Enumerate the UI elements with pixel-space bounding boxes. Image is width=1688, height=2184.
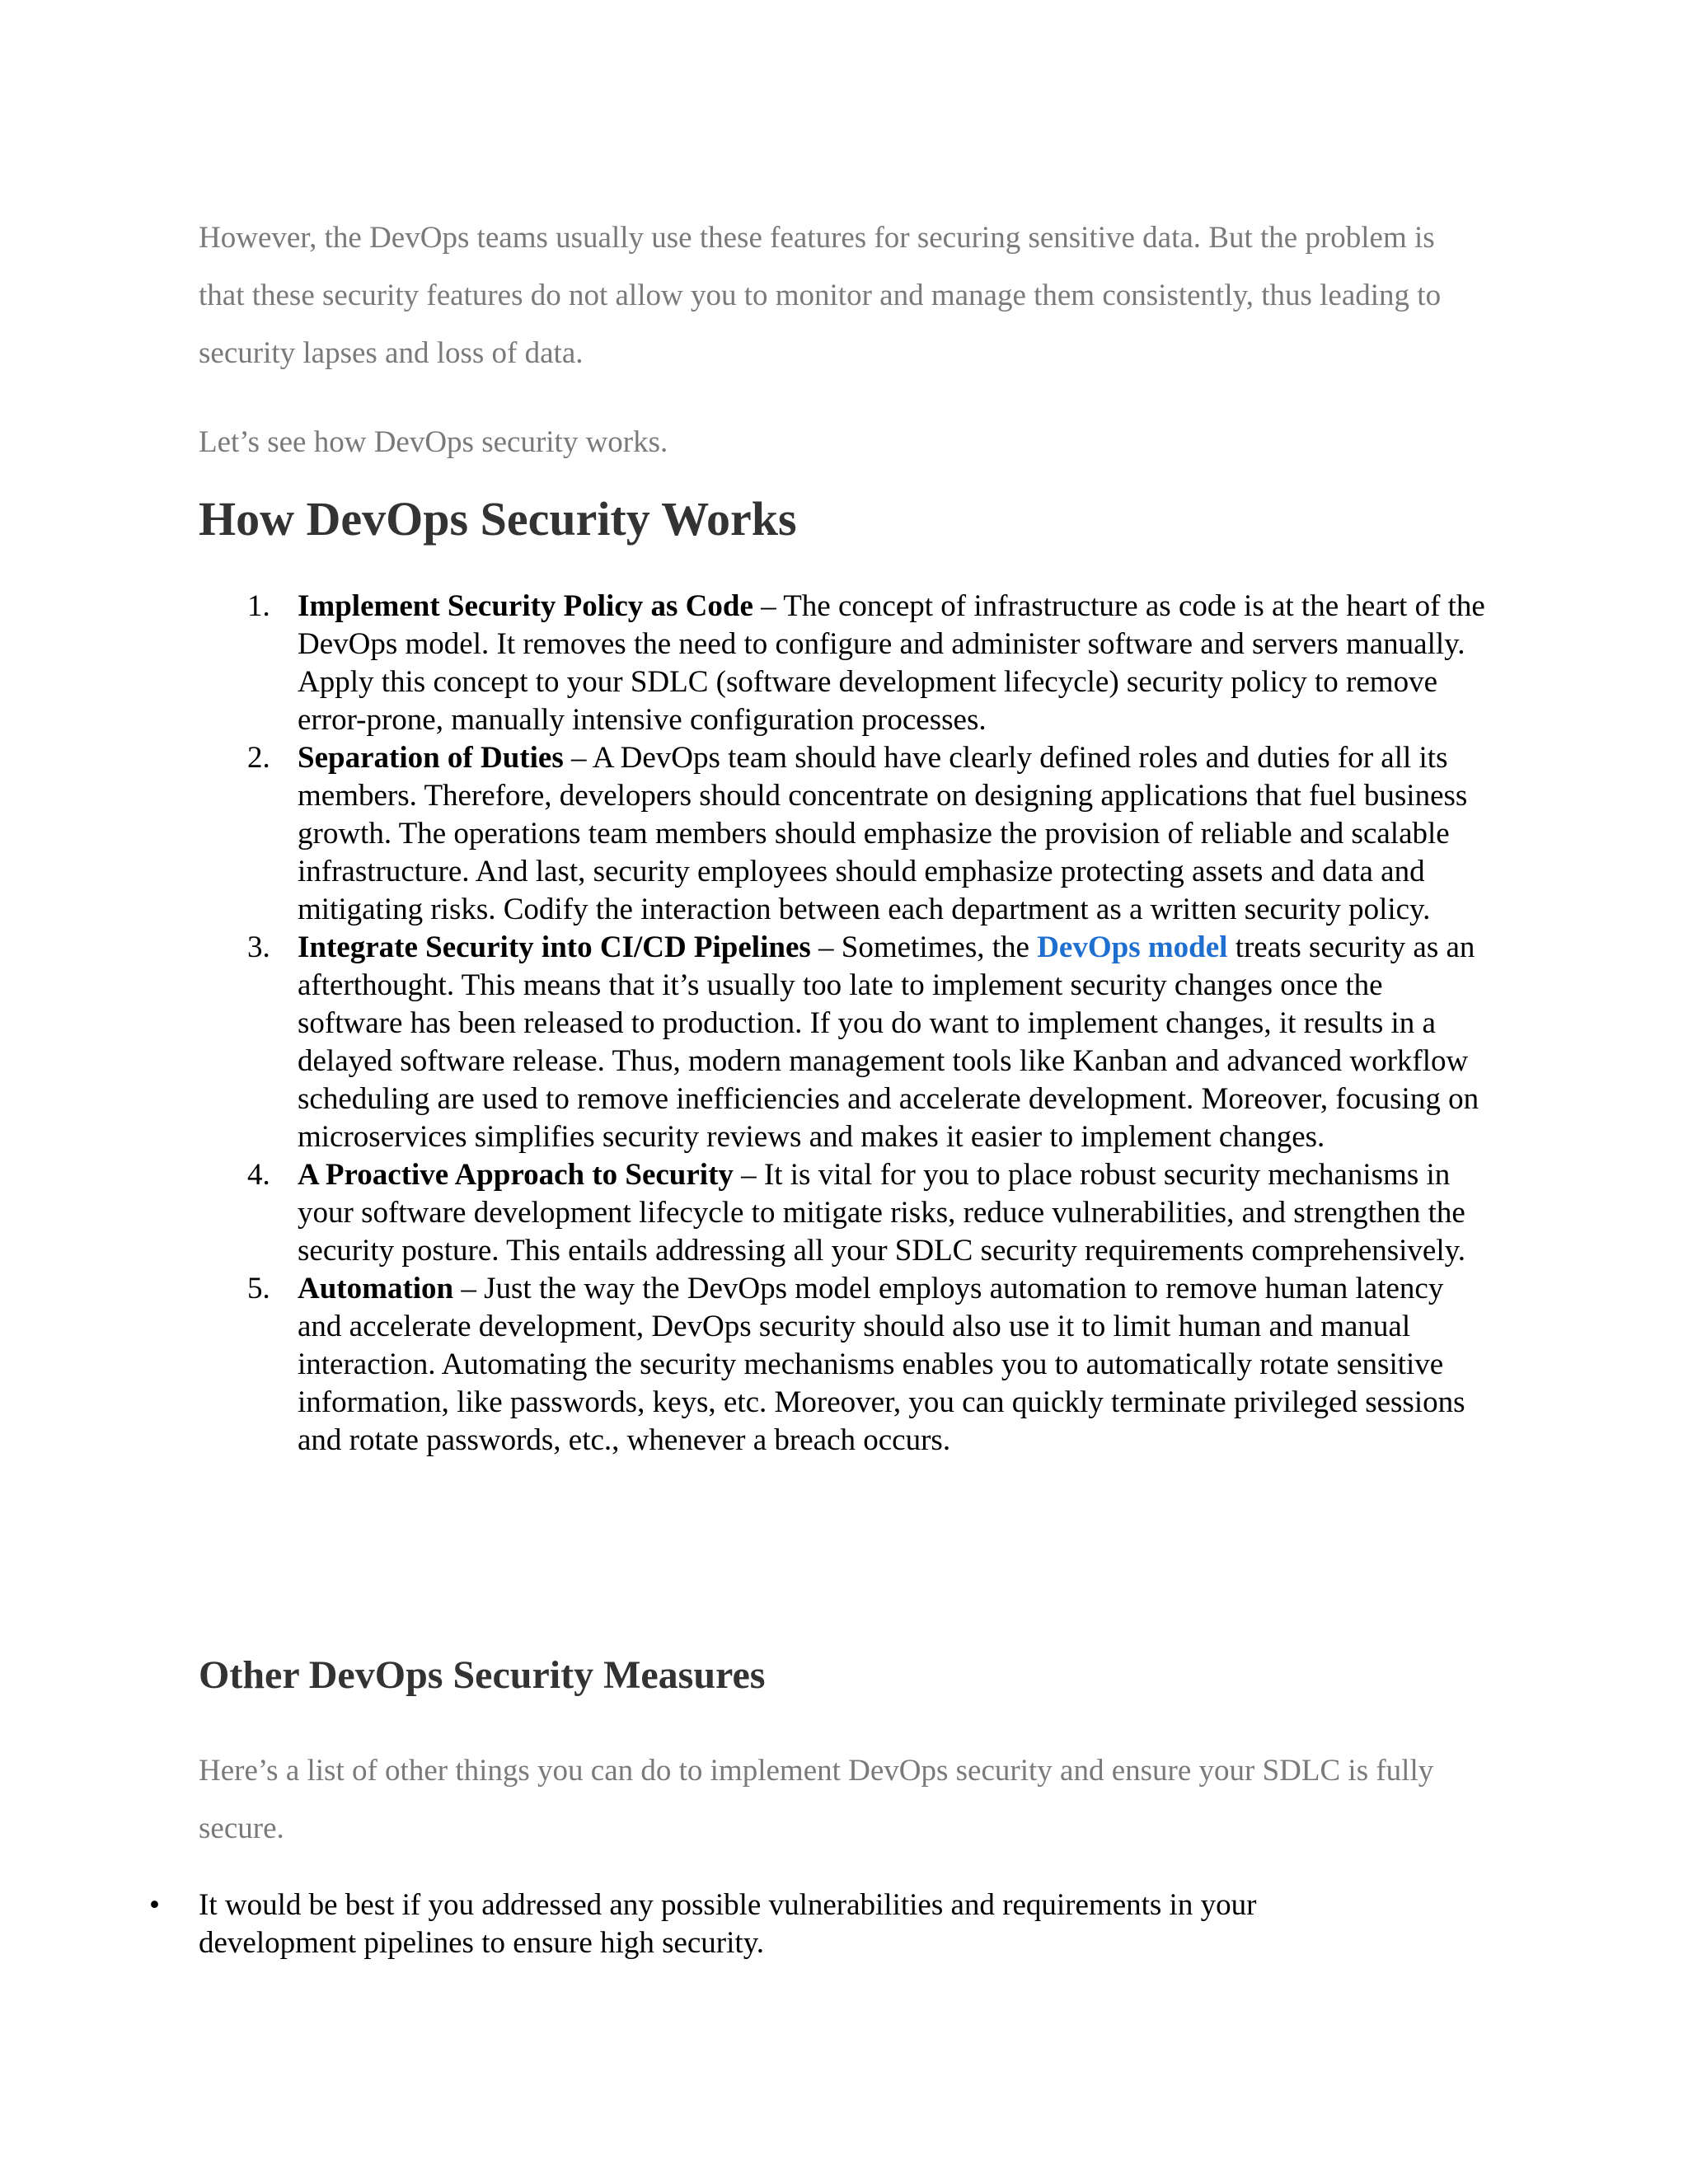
bullet-text: It would be best if you addressed any possible vulnerabilities and requirements in your development pipelines to ensure high security. [199,1888,1257,1960]
list-item-number: 3. [247,930,270,964]
list-item-number: 4. [247,1158,270,1192]
list-item [0,588,1688,739]
list-item-text: – Sometimes, the [810,930,1038,964]
other-measures-intro-paragraph: Here’s a list of other things you can do to implement DevOps security and ensure your SDLC is fully secure. [199,1754,1434,1845]
list-item [0,1156,1688,1270]
list-item-text: – A DevOps team should have clearly defined roles and duties for all its members. Therefore, developers should concentrate on designing applications that fuel business growth. The operations team members should emphasize the provision of reliable and scalable infrastructure. And last, security employees should emphasize protecting assets and data and mitigating risks. Codify the interaction between each department as a written security policy. [298,741,1468,926]
list-item-text: – The concept of infrastructure as code is at the heart of the DevOps model. It removes the need to configure and administer software and servers manually. Apply this concept to your SDLC (software development lifecycle) security policy to remove error-prone, manually intensive configuration processes. [298,589,1485,737]
list-item [0,1270,1688,1460]
devops-model-link[interactable]: DevOps model [1037,930,1228,964]
list-item-text: – Just the way the DevOps model employs automation to remove human latency and accelerate development, DevOps security should also use it to limit human and manual interaction. Automating the security mechanisms enables you to automatically rotate sensitive information, like passwords, keys, etc. Moreover, you can quickly terminate privileged sessions and rotate passwords, etc., whenever a breach occurs. [298,1272,1465,1457]
list-item-text: – It is vital for you to place robust security mechanisms in your software development lifecycle to mitigate risks, reduce vulnerabilities, and strengthen the security posture. This entails addressing all your SDLC security requirements comprehensively. [298,1158,1465,1268]
other-measures-bullet-list [0,1886,1688,1962]
list-item [0,1886,1688,1962]
list-item-text: treats security as an afterthought. This means that it’s usually too late to implement security changes once the software has been released to production. If you do want to implement changes, it results in a delayed software release. Thus, modern management tools like Kanban and advanced workflow scheduling are used to remove inefficiencies and accelerate development. Moreover, focusing on microservices simplifies security reviews and makes it easier to implement changes. [298,930,1479,1154]
list-item-number: 2. [247,741,270,775]
list-item-number: 5. [247,1272,270,1305]
devops-security-numbered-list [0,588,1688,1460]
list-item [0,929,1688,1156]
bullet-icon: • [149,1888,160,1922]
list-item [0,739,1688,929]
list-item-term: Integrate Security into CI/CD Pipelines [298,930,811,964]
section-heading-other-devops-security-measures: Other DevOps Security Measures [199,1653,766,1697]
list-item-term: Separation of Duties [298,741,564,775]
list-item-term: A Proactive Approach to Security [298,1158,734,1192]
list-item-term: Implement Security Policy as Code [298,589,753,623]
intro-transition-paragraph: Let’s see how DevOps security works. [199,425,668,459]
intro-paragraph: However, the DevOps teams usually use these features for securing sensitive data. But the problem is that these security features do not allow you to monitor and manage them consistently, thus leading to security lapses and loss of data. [199,221,1442,370]
list-item-number: 1. [247,589,270,623]
list-item-term: Automation [298,1272,454,1305]
section-heading-how-devops-security-works: How DevOps Security Works [199,492,797,546]
